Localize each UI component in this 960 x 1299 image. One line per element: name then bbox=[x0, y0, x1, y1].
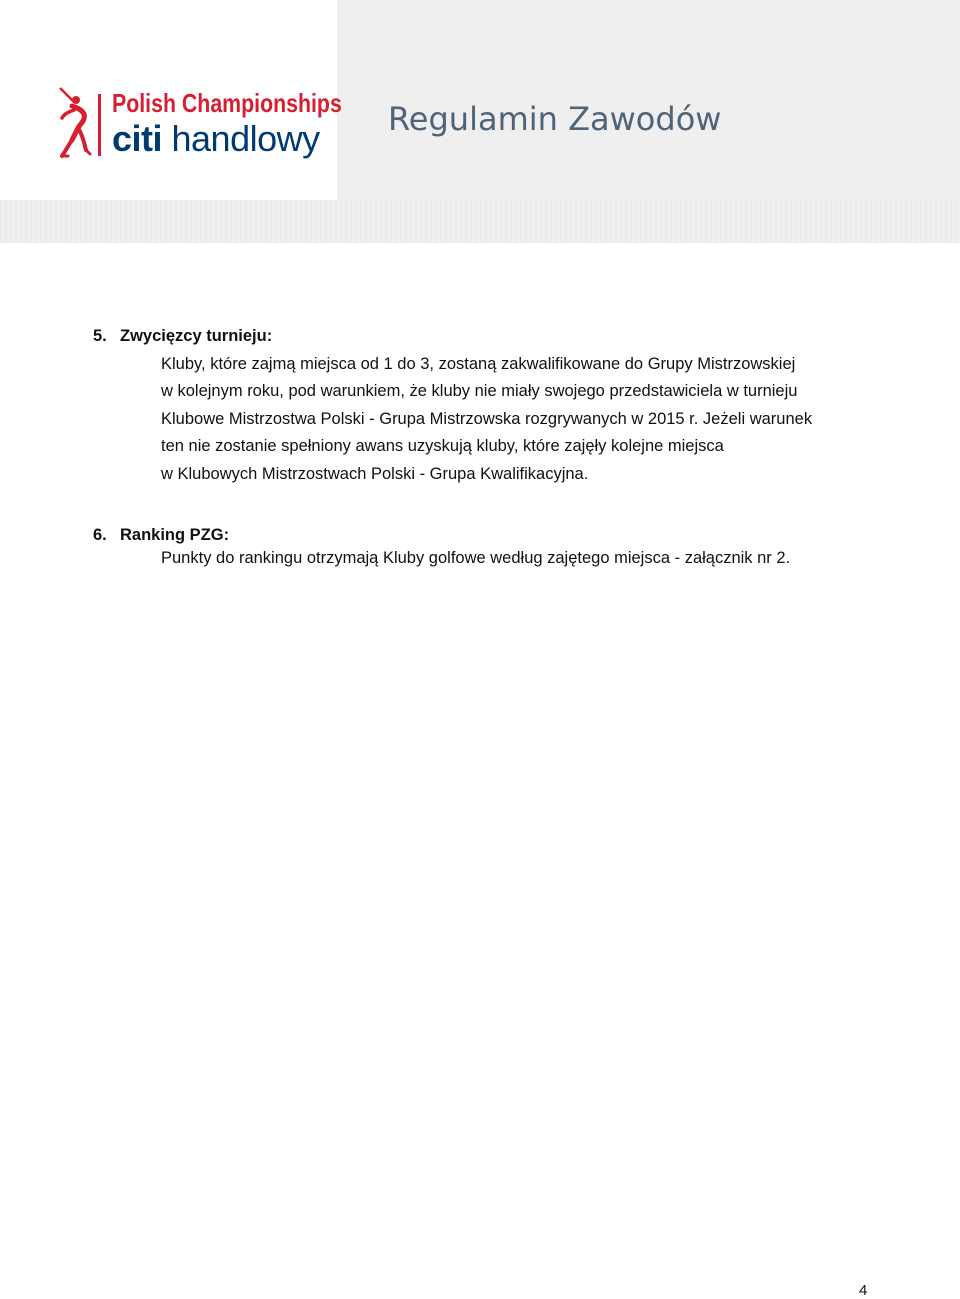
logo-panel bbox=[0, 0, 342, 200]
paragraph-line: Kluby, które zajmą miejsca od 1 do 3, zostaną zakwalifikowane do Grupy Mistrzowskiej bbox=[161, 355, 796, 373]
header-band bbox=[0, 0, 960, 243]
paragraph-line: Klubowe Mistrzostwa Polski - Grupa Mistrzowska rozgrywanych w 2015 r. Jeżeli warunek bbox=[161, 410, 813, 428]
section-heading-5 bbox=[93, 327, 272, 346]
paragraph-line: w Klubowych Mistrzostwach Polski - Grupa Kwalifikacyjna. bbox=[161, 465, 589, 483]
paragraph-line: ten nie zostanie spełniony awans uzyskują kluby, które zajęły kolejne miejsca bbox=[161, 437, 724, 455]
page-title: Regulamin Zawodów bbox=[388, 100, 722, 138]
logo-brand-citi: citi bbox=[112, 118, 163, 159]
logo-text-polish-championships: Polish Championships bbox=[112, 88, 342, 118]
logo-brand-handlowy: handlowy bbox=[162, 118, 320, 159]
header-stripes bbox=[0, 200, 960, 243]
section-heading-text: Ranking PZG: bbox=[120, 526, 230, 544]
section-number: 5. bbox=[93, 327, 107, 345]
page-number: 4 bbox=[859, 1282, 868, 1299]
logo-text-citi-handlowy bbox=[112, 118, 320, 160]
section-number: 6. bbox=[93, 526, 107, 544]
golfer-logo-icon bbox=[54, 84, 94, 160]
logo-divider bbox=[98, 94, 101, 156]
paragraph-line: w kolejnym roku, pod warunkiem, że kluby nie miały swojego przedstawiciela w turnieju bbox=[161, 382, 798, 400]
section-heading-6 bbox=[93, 526, 229, 545]
section-heading-text: Zwycięzcy turnieju: bbox=[120, 327, 273, 345]
paragraph-line: Punkty do rankingu otrzymają Kluby golfowe według zajętego miejsca - załącznik nr 2. bbox=[161, 549, 791, 567]
